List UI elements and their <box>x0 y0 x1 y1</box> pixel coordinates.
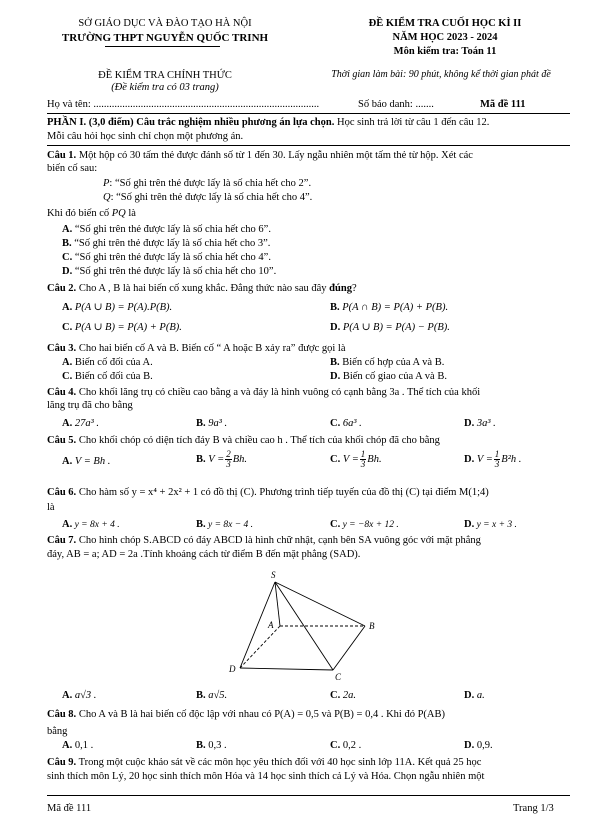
q8-text2: bằng <box>47 726 68 737</box>
q9-text2: sinh thích môn Lý, 20 học sinh thích môn Hóa và 14 học sinh thích cả Lý và Hóa. Chọn ngẫu nhiên một <box>47 771 485 782</box>
q8-option-c[interactable]: C. 0,2 . <box>330 740 362 751</box>
q1-option-b[interactable]: B. “Số ghi trên thẻ được lấy là số chia hết cho 3”. <box>62 238 271 249</box>
student-id-label: Số báo danh: ....... <box>358 99 434 110</box>
q6-stem: Câu 6. Cho hàm số y = x⁴ + 2x² + 1 có đồ thị (C). Phương trình tiếp tuyến của đồ thị (C) tại điểm M(1;4) <box>47 487 489 498</box>
q5-option-a[interactable]: A. V = Bh . <box>62 456 111 467</box>
school-year: NĂM HỌC 2023 - 2024 <box>392 32 498 43</box>
footer-page: Trang 1/3 <box>513 803 554 814</box>
q5-stem: Câu 5. Cho khối chóp có diện tích đáy B và chiều cao h . Thể tích của khối chóp đã cho bằng <box>47 435 440 446</box>
footer-code: Mã đề 111 <box>47 803 92 814</box>
q3-option-c[interactable]: C. Biến cố đối của B. <box>62 371 153 382</box>
fig-label-s: S <box>271 570 276 580</box>
q4-option-b[interactable]: B. 9a³ . <box>196 418 228 429</box>
q1-event-q: Q: “Số ghi trên thẻ được lấy là số chia hết cho 4”. <box>103 192 313 203</box>
q2-stem: Câu 2. Cho A , B là hai biến cố xung khắc. Đẳng thức nào sau đây đúng? <box>47 283 357 294</box>
q1-ask: Khi đó biến cố PQ là <box>47 208 136 219</box>
q7-option-b[interactable]: B. a√5. <box>196 690 228 701</box>
q6-text2: là <box>47 502 55 513</box>
q7-text2: đáy, AB = a; AD = 2a .Tính khoảng cách từ điểm B đến mặt phẳng (SAD). <box>47 549 361 560</box>
q5-option-d[interactable]: D. V = $\frac{1}{3}$ B²h . <box>464 449 522 469</box>
pyramid-figure <box>220 568 390 688</box>
q2-option-b[interactable]: B. P(A ∩ B) = P(A) + P(B). <box>330 302 449 313</box>
q8-option-b[interactable]: B. 0,3 . <box>196 740 227 751</box>
q7-option-d[interactable]: D. a. <box>464 690 485 701</box>
part1-title: PHẦN I. (3,0 điểm) Câu trắc nghiệm nhiều phương án lựa chọn. <box>47 117 335 128</box>
subject: Môn kiểm tra: Toán 11 <box>393 46 497 57</box>
footer-divider <box>47 795 570 796</box>
school-underline <box>105 46 220 47</box>
q4-option-c[interactable]: C. 6a³ . <box>330 418 362 429</box>
fig-label-a: A <box>268 620 274 630</box>
school-name: TRƯỜNG THPT NGUYỄN QUỐC TRINH <box>61 32 269 44</box>
q3-stem: Câu 3. Cho hai biến cố A và B. Biến cố “ A hoặc B xảy ra” được gọi là <box>47 343 346 354</box>
divider-part1 <box>47 145 570 146</box>
q1-label: Câu 1. <box>47 150 77 161</box>
q4-option-a[interactable]: A. 27a³ . <box>62 418 99 429</box>
part1-heading <box>47 117 570 129</box>
q5-option-c[interactable]: C. V = $\frac{1}{3}$ Bh. <box>330 449 382 469</box>
q4-option-d[interactable]: D. 3a³ . <box>464 418 496 429</box>
q7-option-c[interactable]: C. 2a. <box>330 690 356 701</box>
q3-option-a[interactable]: A. Biến cố đối của A. <box>62 357 153 368</box>
q6-option-c[interactable]: C. y = −8x + 12 . <box>330 519 399 530</box>
time-note: Thời gian làm bài: 90 phút, không kể thời gian phát đề <box>331 69 551 80</box>
q1-option-d[interactable]: D. “Số ghi trên thẻ được lấy là số chia hết cho 10”. <box>62 266 277 277</box>
q8-option-a[interactable]: A. 0,1 . <box>62 740 94 751</box>
q9-stem: Câu 9. Trong một cuộc khảo sát về các môn học yêu thích đối với 40 học sinh lớp 11A. Kết quả 25 học <box>47 757 482 768</box>
q7-stem: Câu 7. Cho hình chóp S.ABCD có đáy ABCD là hình chữ nhật, cạnh bên SA vuông góc với mặt phẳng <box>47 535 481 546</box>
exam-code: Mã đề 111 <box>480 99 526 110</box>
q8-option-d[interactable]: D. 0,9. <box>464 740 493 751</box>
exam-title: ĐỀ KIỂM TRA CUỐI HỌC KÌ II <box>368 18 522 29</box>
fig-label-d: D <box>229 664 236 674</box>
q4-stem: Câu 4. Cho khối lăng trụ có chiều cao bằng a và đáy là hình vuông có cạnh bằng 3a . Thể tích của khối <box>47 387 481 398</box>
part1-instr2: Mỗi câu hỏi học sinh chỉ chọn một phương án. <box>47 131 244 142</box>
q2-option-a[interactable]: A. P(A ∪ B) = P(A).P(B). <box>62 302 173 313</box>
divider-top <box>47 113 570 114</box>
q1-stem <box>47 150 570 162</box>
fig-label-b: B <box>369 621 375 631</box>
q8-stem: Câu 8. Cho A và B là hai biến cố độc lập với nhau có P(A) = 0,5 và P(B) = 0,4 . Khi đó P(AB) <box>47 709 445 720</box>
q3-option-b[interactable]: B. Biến cố hợp của A và B. <box>330 357 445 368</box>
q1-text2: biến cố sau: <box>47 163 98 174</box>
dept-name: SỞ GIÁO DỤC VÀ ĐÀO TẠO HÀ NỘI <box>78 18 252 29</box>
q1-event-p: P: “Số ghi trên thẻ được lấy là số chia hết cho 2”. <box>103 178 312 189</box>
q3-option-d[interactable]: D. Biến cố giao của A và B. <box>330 371 447 382</box>
q1-text: Một hộp có 30 tấm thẻ được đánh số từ 1 đến 30. Lấy ngẫu nhiên một tấm thẻ từ hộp. Xét các <box>76 150 473 161</box>
q1-option-a[interactable]: A. “Số ghi trên thẻ được lấy là số chia hết cho 6”. <box>62 224 271 235</box>
q6-option-d[interactable]: D. y = x + 3 . <box>464 519 517 530</box>
q1-option-c[interactable]: C. “Số ghi trên thẻ được lấy là số chia hết cho 4”. <box>62 252 271 263</box>
q4-text2: lăng trụ đã cho bằng <box>47 400 133 411</box>
q5-option-b[interactable]: B. V = $\frac{2}{3}$ Bh. <box>196 449 247 469</box>
q6-option-b[interactable]: B. y = 8x − 4 . <box>196 519 254 530</box>
q6-option-a[interactable]: A. y = 8x + 4 . <box>62 519 120 530</box>
part1-instr: Học sinh trả lời từ câu 1 đến câu 12. <box>334 117 490 128</box>
q7-option-a[interactable]: A. a√3 . <box>62 690 97 701</box>
official-label: ĐỀ KIỂM TRA CHÍNH THỨC <box>98 70 232 81</box>
fig-label-c: C <box>335 672 342 682</box>
q2-option-d[interactable]: D. P(A ∪ B) = P(A) − P(B). <box>330 322 450 333</box>
pages-note: (Đề kiểm tra có 03 trang) <box>111 82 219 93</box>
q2-option-c[interactable]: C. P(A ∪ B) = P(A) + P(B). <box>62 322 182 333</box>
name-field-label: Họ và tên: ...................................................................................... <box>47 99 320 110</box>
